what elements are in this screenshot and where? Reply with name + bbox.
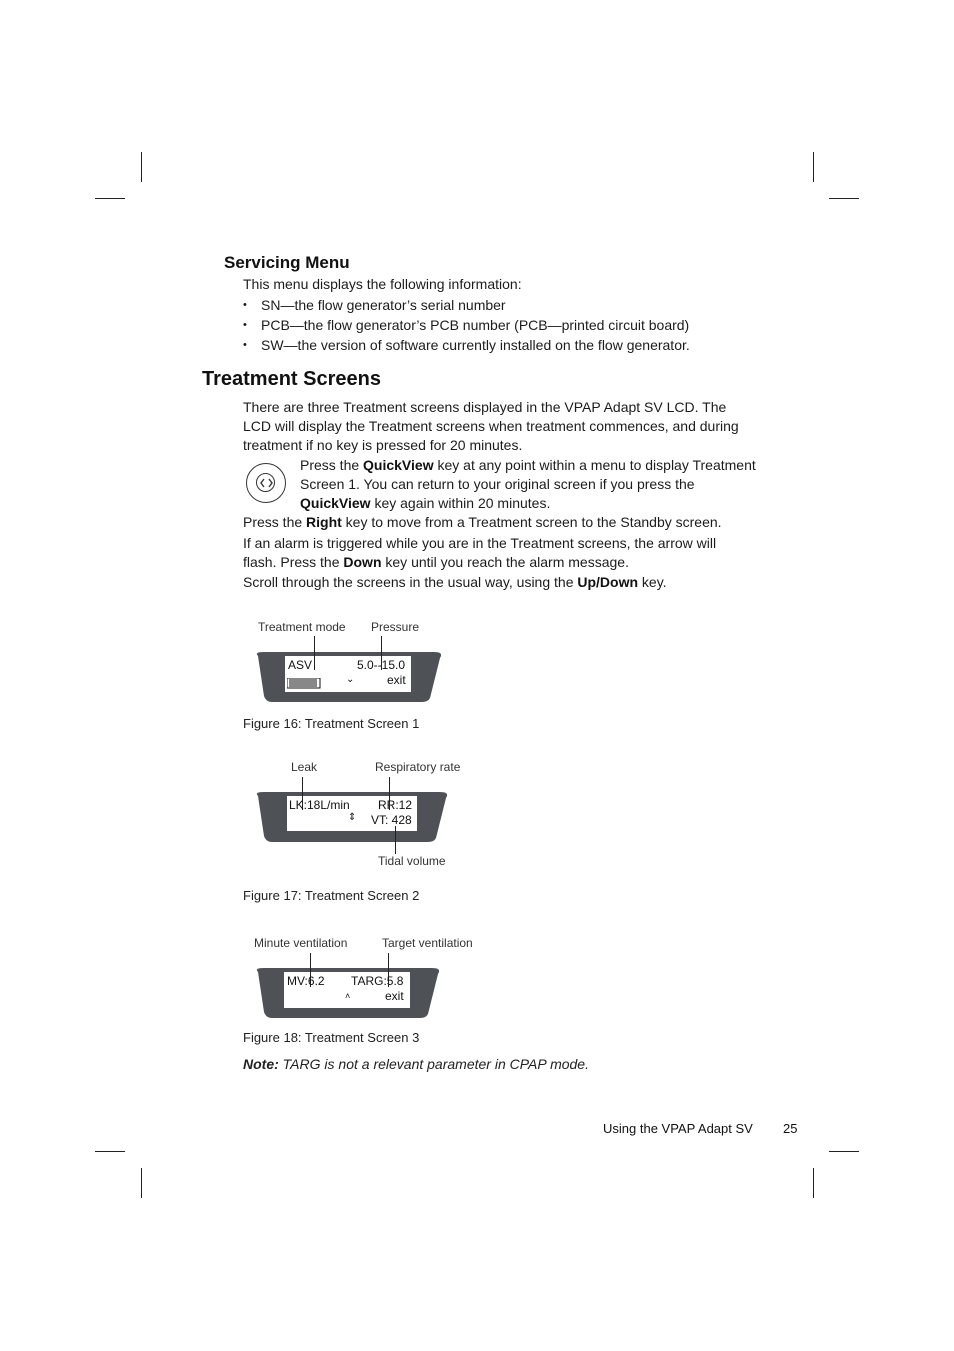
down-arrow-icon: ⌄ [346, 674, 355, 685]
up-down-arrow-icon: ⇕ [348, 812, 357, 823]
lcd-progress-bar-icon [287, 678, 321, 689]
lcd-vt-value: VT: 428 [371, 813, 412, 827]
lcd-pressure-value: 5.0--15.0 [357, 658, 406, 672]
quickview-key-name: QuickView [363, 457, 434, 473]
crop-mark [813, 152, 814, 182]
list-item: • PCB—the flow generator’s PCB number (PCB—printed circuit board) [243, 315, 763, 335]
lcd-mode-value: ASV [288, 658, 313, 672]
note [243, 1056, 589, 1072]
lcd-rr-value: RR:12 [378, 798, 413, 812]
figure-17-caption: Figure 17: Treatment Screen 2 [243, 888, 420, 903]
list-item: • SW—the version of software currently installed on the flow generator. [243, 335, 763, 355]
crop-mark [95, 1151, 125, 1152]
alarm-paragraph: If an alarm is triggered while you are in the Treatment screens, the arrow will flash. Press the Down key until you reach the alarm message. [243, 535, 717, 570]
note-text: TARG is not a relevant parameter in CPAP mode. [278, 1056, 589, 1072]
quickview-key-icon [246, 463, 286, 503]
label-target-ventilation: Target ventilation [382, 936, 473, 950]
lcd-exit-label: exit [387, 673, 406, 687]
quickview-paragraph: Press the QuickView key at any point within a menu to display Treatment Screen 1. You can return to your original screen if you press the QuickView key again within 20 minutes. [300, 457, 756, 511]
lcd-mv-value: MV:6.2 [287, 974, 325, 988]
scroll-paragraph: Scroll through the screens in the usual way, using the Up/Down key. [243, 574, 667, 590]
label-tidal-volume: Tidal volume [378, 854, 446, 868]
servicing-list [243, 295, 763, 355]
leader-line [395, 826, 396, 854]
leader-line [314, 636, 315, 670]
crop-mark [141, 1168, 142, 1198]
crop-mark [141, 152, 142, 182]
lcd-leak-value: LK:18L/min [289, 798, 350, 812]
lcd-exit-label: exit [385, 989, 404, 1003]
label-minute-ventilation: Minute ventilation [254, 936, 348, 950]
crop-mark [829, 198, 859, 199]
footer-title: Using the VPAP Adapt SV [603, 1121, 753, 1136]
quickview-key-name: QuickView [300, 495, 371, 511]
treatment-intro: There are three Treatment screens displayed in the VPAP Adapt SV LCD. The LCD will display the Treatment screens when treatment commences, and during treatment if no key is pressed for 20 minutes. [243, 399, 739, 453]
crop-mark [95, 198, 125, 199]
servicing-intro: This menu displays the following information: [243, 276, 522, 292]
servicing-menu-heading: Servicing Menu [224, 253, 350, 272]
up-arrow-icon: ˄ [345, 991, 351, 1001]
label-pressure: Pressure [371, 620, 420, 634]
figure-16-caption: Figure 16: Treatment Screen 1 [243, 716, 420, 731]
note-label: Note: [243, 1056, 279, 1072]
list-item: • SN—the flow generator’s serial number [243, 295, 763, 315]
treatment-screens-heading: Treatment Screens [202, 368, 381, 390]
page-number: 25 [783, 1121, 798, 1136]
lcd-targ-value: TARG:5.8 [351, 974, 404, 988]
crop-mark [829, 1151, 859, 1152]
crop-mark [813, 1168, 814, 1198]
label-leak: Leak [291, 760, 318, 774]
figure-18-caption: Figure 18: Treatment Screen 3 [243, 1030, 420, 1045]
right-key-paragraph: Press the Right key to move from a Treatment screen to the Standby screen. [243, 514, 722, 530]
label-respiratory-rate: Respiratory rate [375, 760, 461, 774]
label-treatment-mode: Treatment mode [258, 620, 346, 634]
